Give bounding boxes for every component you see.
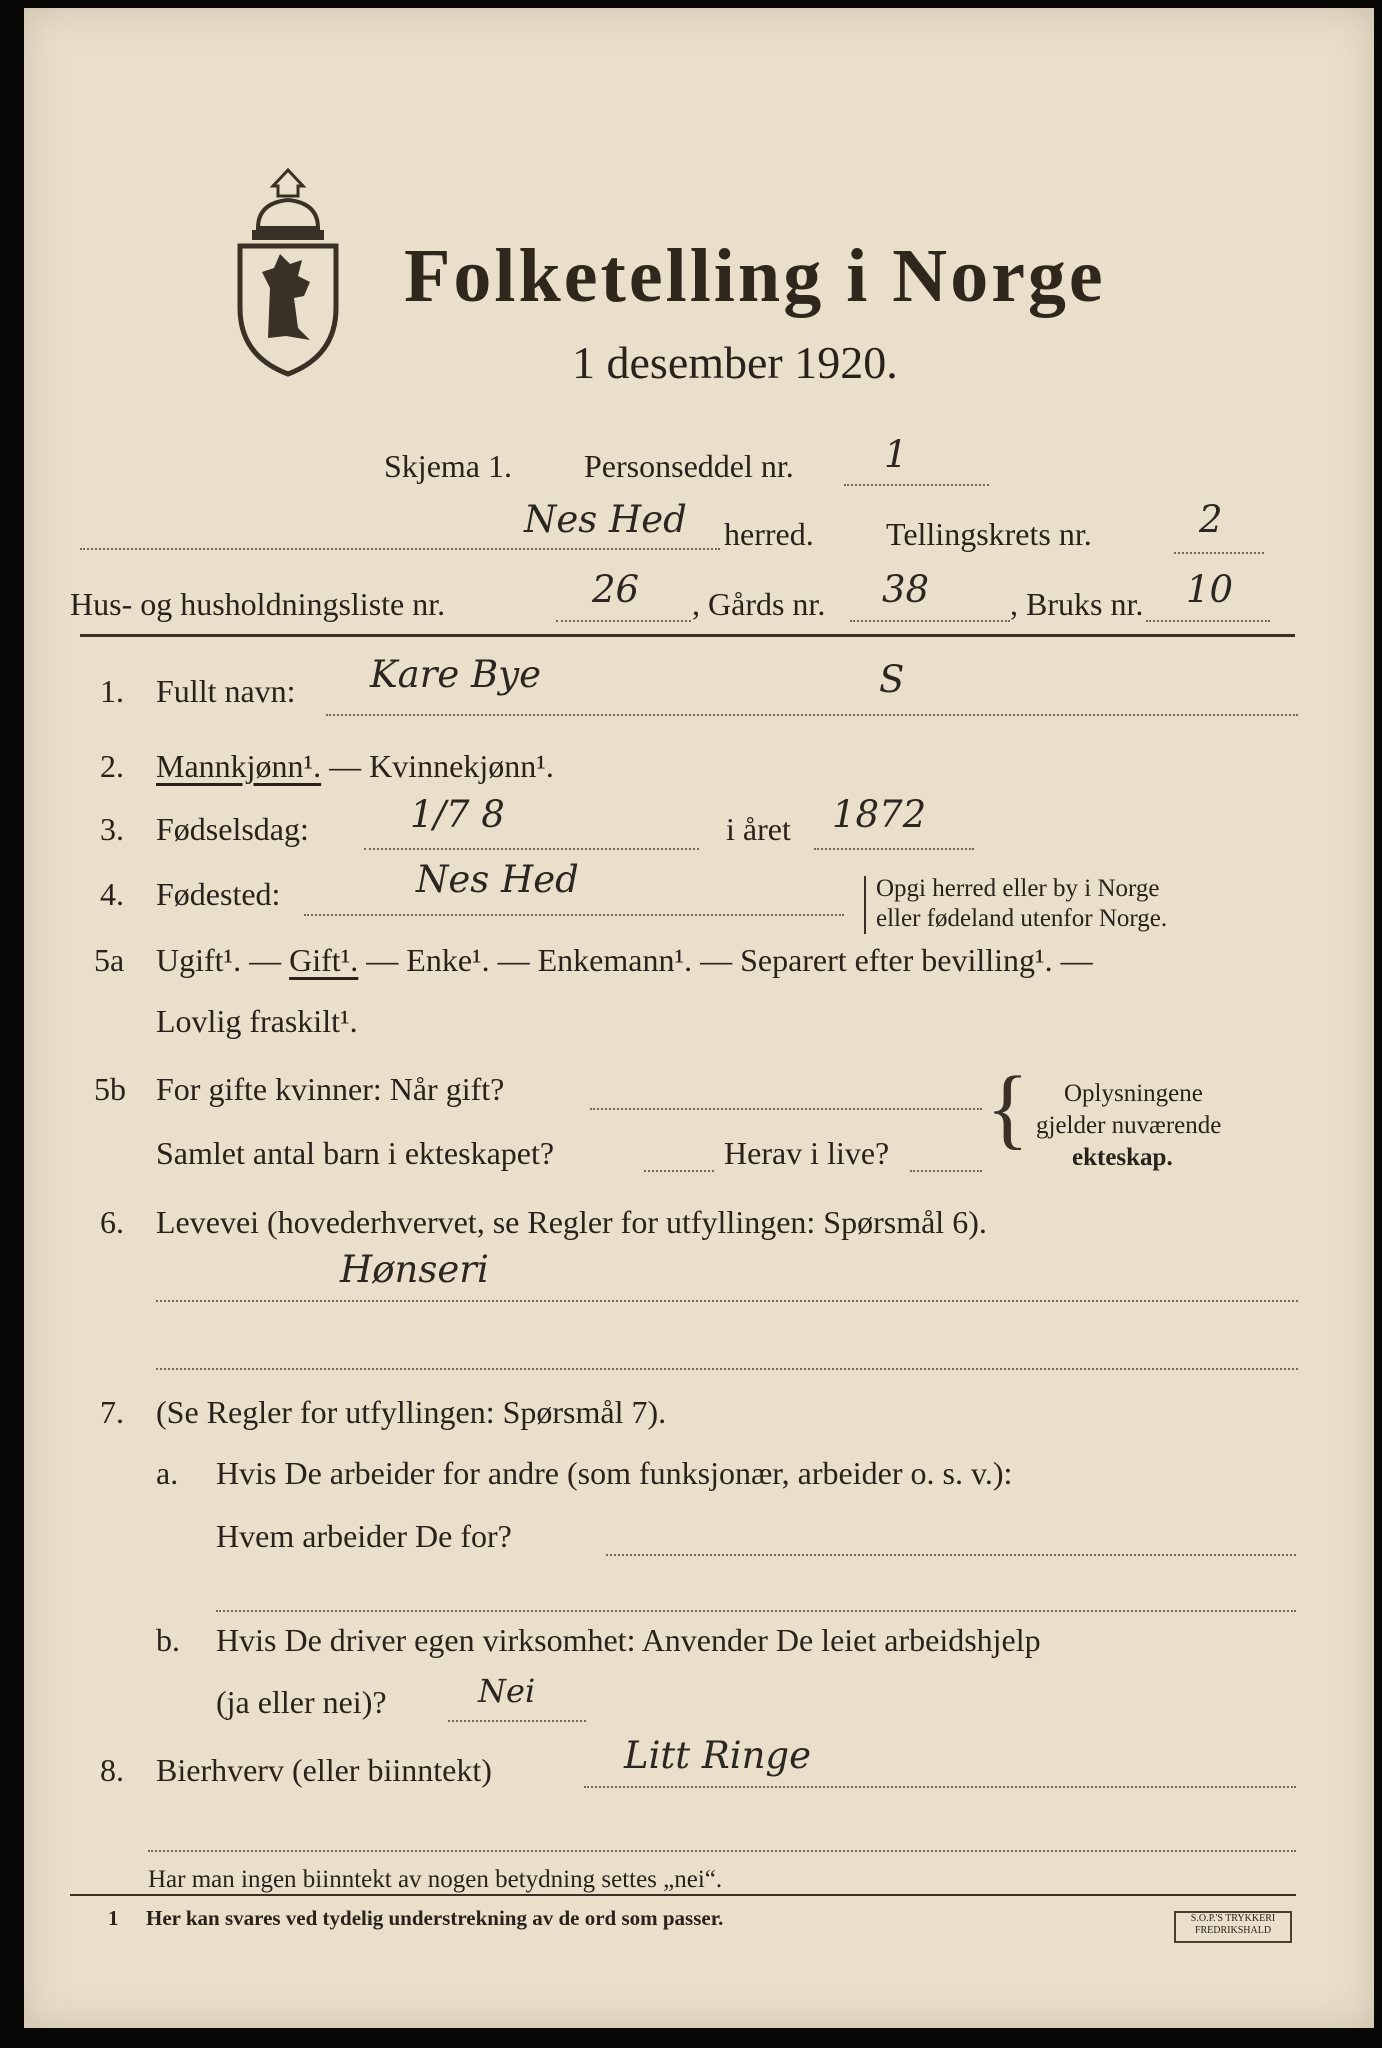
birthplace-field	[304, 914, 844, 916]
marital-status-options	[156, 942, 1093, 979]
employer-field-1	[606, 1554, 1296, 1556]
gards-field	[850, 620, 1010, 622]
q7-label: (Se Regler for utfyllingen: Spørsmål 7).	[156, 1394, 667, 1430]
norway-coat-of-arms-icon	[228, 168, 348, 378]
tellingskrets-label: Tellingskrets nr.	[886, 516, 1092, 552]
q7b-label: Hvis De driver egen virksomhet: Anvender De leiet arbeidshjelp	[216, 1622, 1041, 1658]
option-lovlig-fraskilt: Lovlig fraskilt¹.	[156, 1003, 358, 1039]
form-title: Folketelling i Norge	[404, 234, 1106, 318]
skjema-label: Skjema 1.	[384, 448, 512, 484]
q5b-label-alive: Herav i live?	[724, 1135, 890, 1171]
q7-number: 7.	[100, 1394, 124, 1430]
married-when-field	[590, 1108, 982, 1110]
q8-number: 8.	[100, 1752, 124, 1788]
q3-label: Fødselsdag:	[156, 811, 309, 847]
q4-label: Fødested:	[156, 876, 281, 912]
hus-field	[556, 620, 691, 622]
birthyear-field	[814, 848, 974, 850]
q5b-note-line3: ekteskap.	[1072, 1144, 1173, 1171]
tellingskrets-value: 2	[1199, 498, 1223, 541]
option-kvinnekjonn: Kvinnekjønn¹.	[369, 748, 554, 784]
side-income-field-2	[148, 1850, 1296, 1852]
option-ugift: Ugift¹. —	[156, 942, 282, 978]
option-others: — Enke¹. — Enkemann¹. — Separert efter bevilling¹. —	[366, 942, 1093, 978]
footnote-text: Her kan svares ved tydelig understrekning av de ord som passer.	[146, 1906, 724, 1930]
q3-year-label: i året	[726, 811, 791, 847]
q4-note-line1: Opgi herred eller by i Norge	[876, 875, 1160, 902]
q5b-label-children: Samlet antal barn i ekteskapet?	[156, 1135, 555, 1171]
census-date: 1 desember 1920.	[572, 337, 898, 388]
q6-label: Levevei (hovederhvervet, se Regler for utfyllingen: Spørsmål 6).	[156, 1204, 987, 1240]
personseddel-value: 1	[884, 433, 908, 476]
hired-help-field	[448, 1720, 586, 1722]
q3-number: 3.	[100, 811, 124, 847]
printer-stamp: S.O.P.'S TRYKKERI FREDRIKSHALD	[1174, 1911, 1292, 1943]
gards-value: 38	[882, 568, 930, 611]
birthyear-value: 1872	[832, 793, 927, 836]
employer-field-2	[216, 1610, 1296, 1612]
full-name-value: Kare Bye	[370, 653, 542, 696]
q6-number: 6.	[100, 1204, 124, 1240]
q1-label: Fullt navn:	[156, 673, 296, 709]
q7b-label-yesno: (ja eller nei)?	[216, 1684, 387, 1720]
footer-divider	[70, 1894, 1296, 1896]
q7a-label: Hvis De arbeider for andre (som funksjonær, arbeider o. s. v.):	[216, 1455, 1013, 1491]
q7a-letter: a.	[156, 1455, 179, 1491]
q5b-number: 5b	[94, 1071, 126, 1107]
hus-value: 26	[592, 568, 640, 611]
occupation-field-2	[156, 1368, 1298, 1370]
q4-note-bracket	[864, 876, 866, 934]
gender-options: Mannkjønn¹. — Kvinnekjønn¹.	[156, 748, 554, 784]
q5b-note-line1: Oplysningene	[1064, 1080, 1203, 1107]
gards-label: , Gårds nr.	[692, 586, 826, 622]
side-income-value: Litt Ringe	[624, 1734, 812, 1777]
children-field	[644, 1170, 714, 1172]
biinntekt-note: Har man ingen biinntekt av nogen betydning settes „nei“.	[148, 1866, 723, 1893]
occupation-value: Hønseri	[340, 1248, 489, 1291]
full-name-mark: S	[879, 658, 905, 701]
q7a-label-employer: Hvem arbeider De for?	[216, 1518, 512, 1554]
q7b-letter: b.	[156, 1622, 180, 1658]
personseddel-label: Personseddel nr.	[584, 448, 794, 484]
bruks-field	[1146, 620, 1270, 622]
option-mannkjonn: Mannkjønn¹.	[156, 748, 322, 784]
hired-help-value: Nei	[478, 1672, 536, 1710]
q5a-number: 5a	[94, 942, 125, 978]
birthday-field	[364, 848, 699, 850]
occupation-field-1	[156, 1300, 1298, 1302]
q5b-note-line2: gjelder nuværende	[1036, 1112, 1222, 1139]
q1-number: 1.	[100, 673, 124, 709]
census-form	[24, 8, 1374, 2028]
herred-field	[80, 548, 720, 550]
full-name-field	[326, 714, 1298, 716]
bruks-value: 10	[1186, 568, 1234, 611]
q5b-note-brace: {	[986, 1059, 1030, 1158]
bruks-label: , Bruks nr.	[1010, 586, 1144, 622]
q5b-label-married: For gifte kvinner: Når gift?	[156, 1071, 505, 1107]
header-divider	[80, 634, 1295, 637]
alive-field	[910, 1170, 982, 1172]
footnote-number: 1	[108, 1906, 119, 1930]
q4-note-line2: eller fødeland utenfor Norge.	[876, 905, 1168, 932]
tellingskrets-field	[1174, 552, 1264, 554]
option-gift: Gift¹.	[289, 942, 359, 978]
birthday-value: 1/7 8	[410, 793, 505, 836]
birthplace-value: Nes Hed	[416, 858, 579, 901]
q4-number: 4.	[100, 876, 124, 912]
side-income-field-1	[584, 1786, 1296, 1788]
herred-value: Nes Hed	[524, 498, 687, 541]
personseddel-field	[844, 484, 989, 486]
q8-label: Bierhverv (eller biinntekt)	[156, 1752, 492, 1788]
herred-label: herred.	[724, 516, 814, 552]
hus-label: Hus- og husholdningsliste nr.	[70, 586, 446, 622]
q2-number: 2.	[100, 748, 124, 784]
